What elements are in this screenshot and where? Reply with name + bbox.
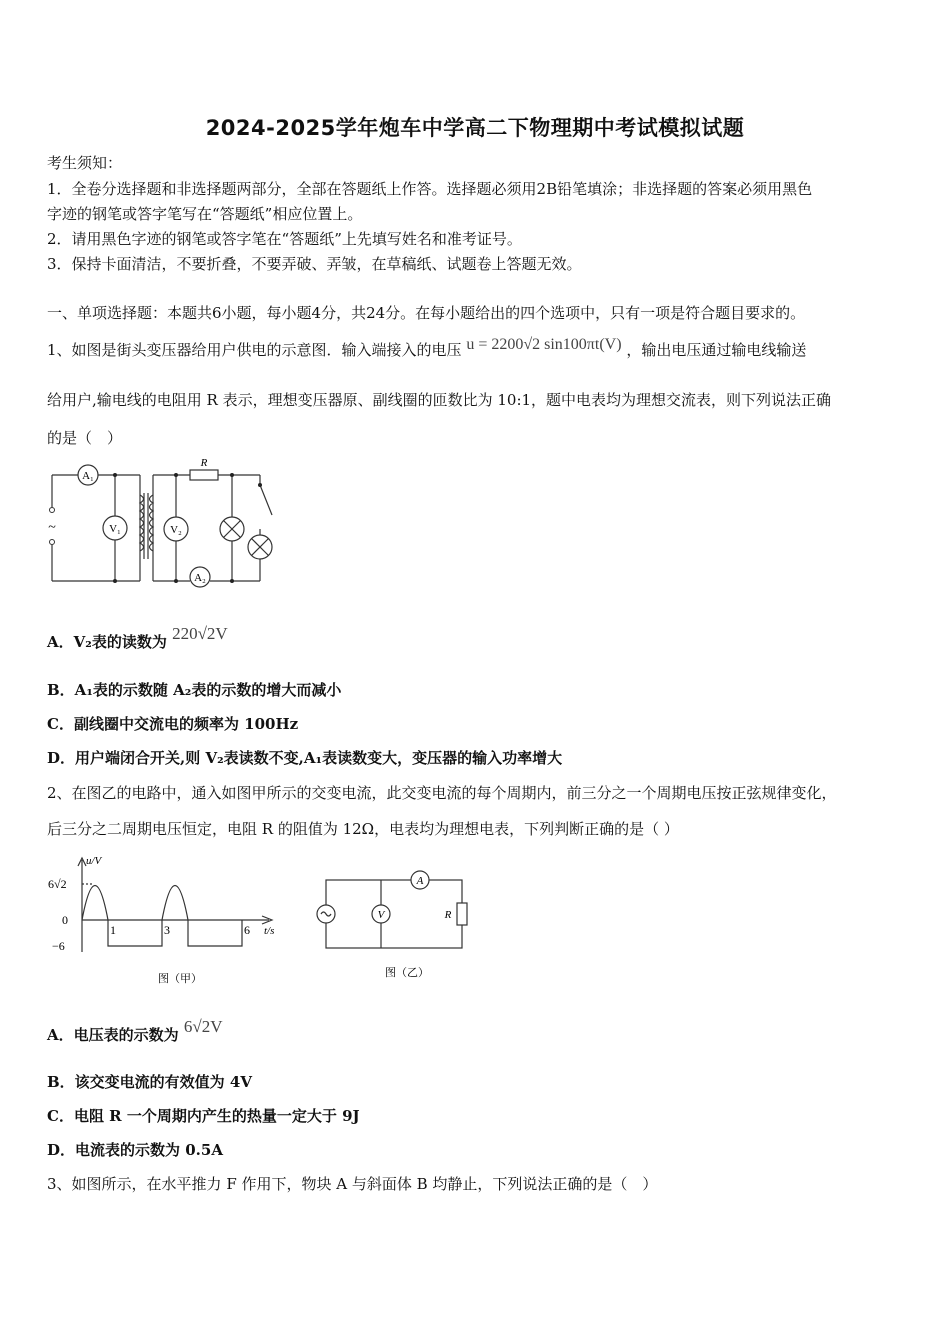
- q2-line1: 2、在图乙的电路中，通入如图甲所示的交变电流，此交变电流的每个周期内，前三分之一个周期电压按正弦规律变化，: [47, 784, 837, 802]
- v2-meter-label: V₂: [170, 524, 182, 536]
- v1-meter-label: V₁: [109, 523, 121, 535]
- jia-x6: 6: [244, 923, 250, 937]
- q1-line1-pre: 1、如图是街头变压器给用户供电的示意图．输入端接入的电压: [47, 341, 462, 359]
- notice-item-1-cont: 字迹的钢笔或答字笔写在“答题纸”相应位置上。: [47, 205, 363, 223]
- notice-item-2: 2．请用黑色字迹的钢笔或答字笔在“答题纸”上先填写姓名和准考证号。: [47, 230, 522, 248]
- q2-line2: 后三分之二周期电压恒定，电阻 R 的阻值为 12Ω，电表均为理想电表，下列判断正确的是（ ）: [47, 820, 679, 838]
- jia-caption: 图（甲）: [158, 973, 202, 985]
- yi-caption: 图（乙）: [385, 967, 429, 979]
- q1-option-a-math: 220√2V: [172, 624, 228, 643]
- q2-option-c: C．电阻 R 一个周期内产生的热量一定大于 9J: [47, 1107, 360, 1125]
- notice-item-1: 1．全卷分选择题和非选择题两部分，全部在答题纸上作答。选择题必须用2B铅笔填涂；非选择题的答案必须用黑色: [47, 180, 813, 198]
- jia-x1: 1: [110, 923, 116, 937]
- q1-voltage-formula: u = 2200√2 sin100πt(V): [466, 336, 622, 353]
- q2-fig-jia: [44, 852, 284, 990]
- a1-meter-label: A₁: [82, 470, 94, 482]
- q2-option-b: B．该交变电流的有效值为 4V: [47, 1073, 252, 1091]
- q3-line1: 3、如图所示，在水平推力 F 作用下，物块 A 与斜面体 B 均静止，下列说法正确的是（ ）: [47, 1175, 658, 1193]
- q2-option-a: A．电压表的示数为 6√2V: [47, 1017, 223, 1044]
- yi-voltmeter-label: V: [377, 909, 385, 921]
- q1-line1-post: ，输出电压通过输电线输送: [626, 341, 807, 359]
- ac-source-symbol: ~: [48, 520, 56, 535]
- jia-y-top: 6√2: [48, 877, 67, 891]
- yi-ammeter-label: A: [416, 875, 424, 887]
- jia-xlabel: t/s: [264, 925, 275, 937]
- q1-circuit-figure: [40, 455, 285, 590]
- a2-meter-label: A₂: [194, 572, 206, 584]
- q1-option-a: A．V₂表的读数为 220√2V: [47, 624, 228, 651]
- q1-line2: 给用户,输电线的电阻用 R 表示，理想变压器原、副线圈的匝数比为 10:1，题中电表均为理想交流表，则下列说法正确: [47, 391, 832, 409]
- q1-line1: [47, 336, 807, 360]
- q1-option-d: D．用户端闭合开关,则 V₂表读数不变,A₁表读数变大，变压器的输入功率增大: [47, 749, 563, 767]
- page-title: 2024-2025学年炮车中学高二下物理期中考试模拟试题: [205, 116, 745, 140]
- q2-option-d: D．电流表的示数为 0.5A: [47, 1141, 223, 1159]
- q2-fig-yi: [312, 866, 472, 982]
- q1-option-c: C．副线圈中交流电的频率为 100Hz: [47, 715, 299, 733]
- section-heading: 一、单项选择题：本题共6小题，每小题4分，共24分。在每小题给出的四个选项中，只有一项是符合题目要求的。: [47, 304, 806, 322]
- notice-item-3: 3．保持卡面清洁，不要折叠，不要弄破、弄皱，在草稿纸、试题卷上答题无效。: [47, 255, 582, 273]
- jia-x3: 3: [164, 923, 170, 937]
- jia-y-zero: 0: [62, 913, 68, 927]
- q1-line3: 的是（ ）: [47, 429, 123, 447]
- jia-y-bottom: −6: [52, 939, 65, 953]
- jia-ylabel: u/V: [86, 855, 102, 867]
- yi-resistor-label: R: [444, 909, 452, 921]
- notice-heading: 考生须知：: [47, 154, 123, 172]
- q1-option-b: B．A₁表的示数随 A₂表的示数的增大而减小: [47, 681, 342, 699]
- resistor-label: R: [200, 457, 208, 469]
- q2-option-a-math: 6√2V: [183, 1017, 223, 1036]
